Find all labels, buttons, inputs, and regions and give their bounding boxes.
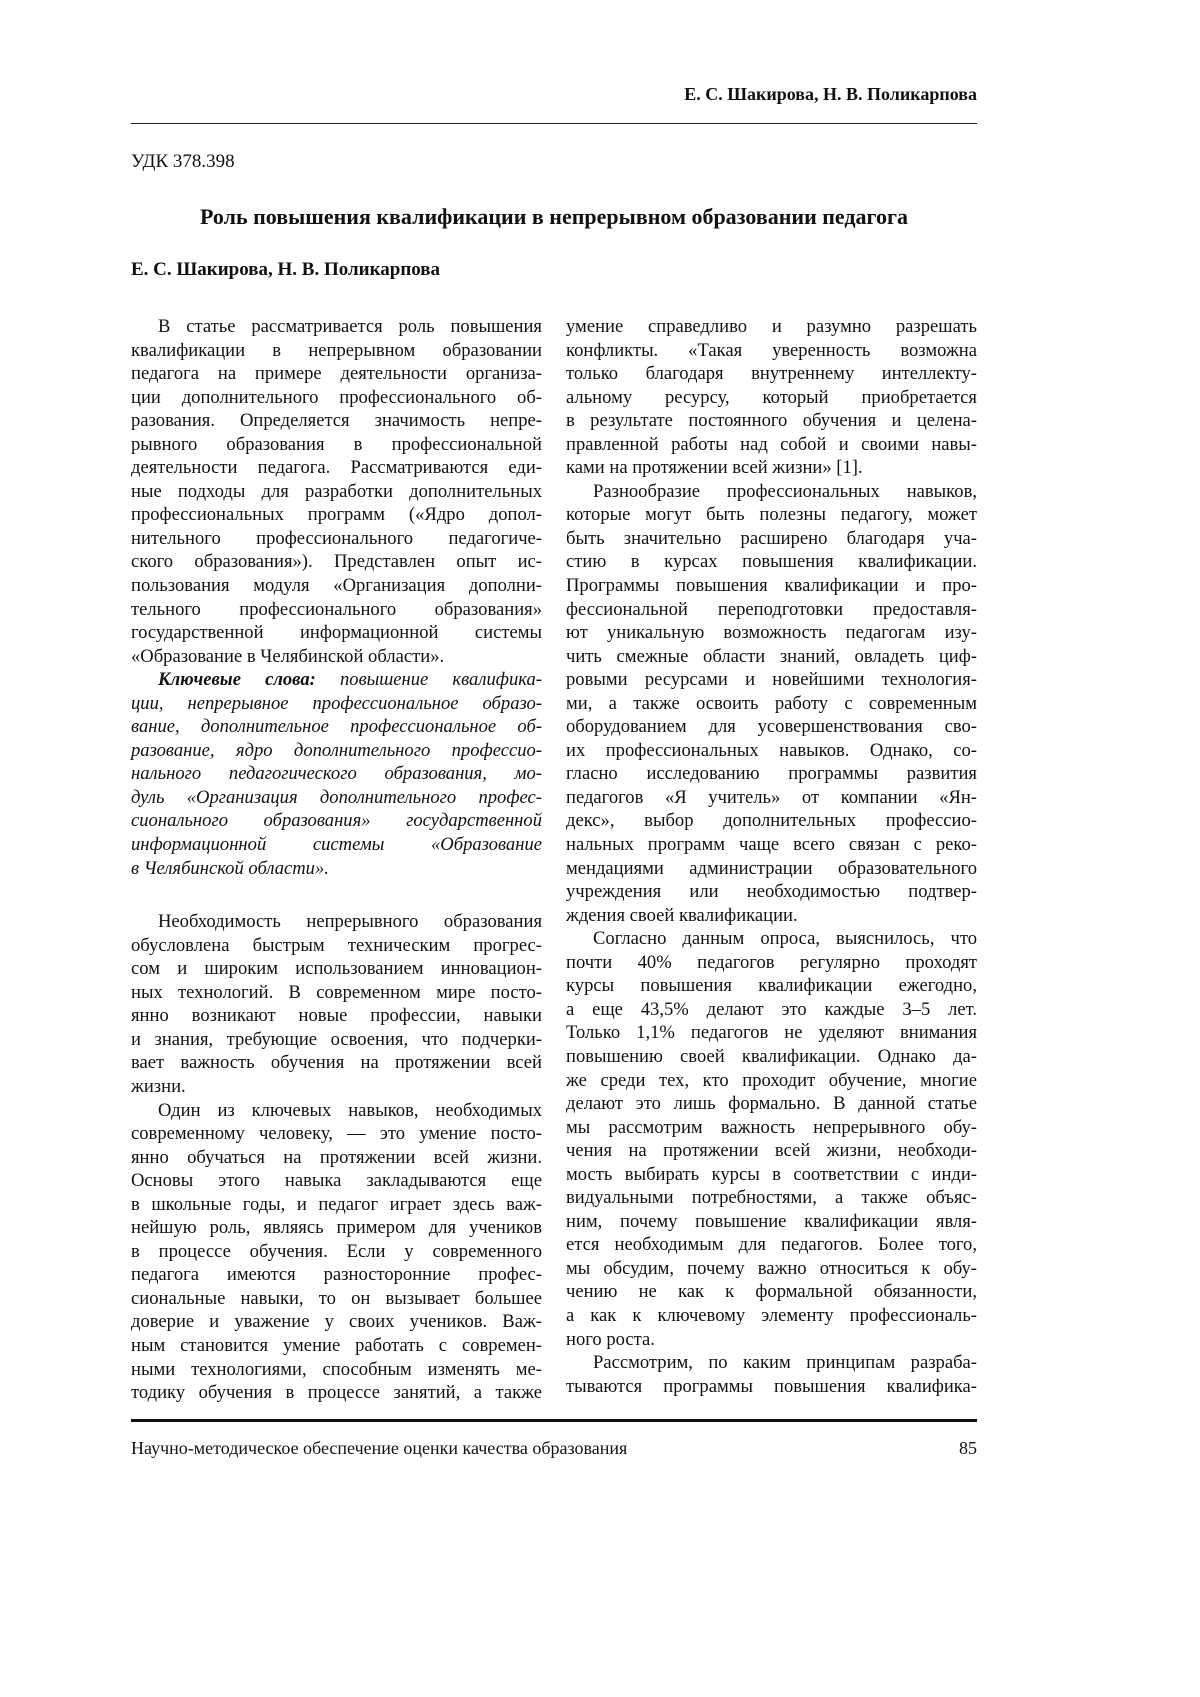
keywords-label: Ключевые слова: (158, 669, 316, 690)
text-line: мендациями администрации образовательного (566, 857, 977, 881)
paragraph (566, 1351, 977, 1398)
text-line: пользования модуля «Организация дополни- (131, 574, 542, 598)
text-line: правленной работы над собой и своими навы- (566, 433, 977, 457)
paragraph (566, 480, 977, 927)
text-line: вание, дополнительное профессиональное об- (131, 715, 542, 739)
right-body-text (566, 315, 977, 1398)
text-line: нительного профессионального педагогиче- (131, 527, 542, 551)
left-body-text (131, 910, 542, 1404)
text-line: «Образование в Челябинской области». (131, 645, 542, 669)
keywords (131, 668, 542, 880)
text-line: же среди тех, кто проходит обучение, многие (566, 1069, 977, 1093)
text-line: умение справедливо и разумно разрешать (566, 315, 977, 339)
text-line: стию в курсах повышения квалификации. (566, 550, 977, 574)
keywords-text: повышение квалифика- (316, 669, 542, 690)
text-line: разования. Определяется значимость непре- (131, 409, 542, 433)
text-line: доверие и уважение у своих учеников. Важ- (131, 1310, 542, 1334)
page-footer (131, 1438, 977, 1459)
text-line: учреждения или необходимостью подтвер- (566, 880, 977, 904)
text-line: педагога на примере деятельности организа- (131, 362, 542, 386)
text-line: разование, ядро дополнительного профессио- (131, 739, 542, 763)
text-line: нальных программ чаще всего связан с реко- (566, 833, 977, 857)
text-line: государственной информационной системы (131, 621, 542, 645)
text-line: делают это лишь формально. В данной статье (566, 1092, 977, 1116)
paragraph (131, 910, 542, 1098)
text-line: декс», выбор дополнительных профессио- (566, 809, 977, 833)
text-line: янно обучаться на протяжении всей жизни. (131, 1146, 542, 1170)
page-number: 85 (959, 1438, 977, 1459)
paragraph (131, 1099, 542, 1405)
text-line: нального педагогического образования, мо- (131, 762, 542, 786)
text-line: жизни. (131, 1075, 542, 1099)
text-line (131, 668, 542, 692)
paragraph (566, 927, 977, 1351)
text-line: педагога имеются разносторонние профес- (131, 1263, 542, 1287)
text-line: и знания, требующие освоения, что подчерки- (131, 1028, 542, 1052)
journal-name: Научно-методическое обеспечение оценки качества образования (131, 1438, 627, 1459)
text-line: Рассмотрим, по каким принципам разраба- (566, 1351, 977, 1375)
text-line: мы обсудим, почему важно относиться к обу- (566, 1257, 977, 1281)
text-line: ции, непрерывное профессиональное образо- (131, 692, 542, 716)
text-line: Разнообразие профессиональных навыков, (566, 480, 977, 504)
text-line: а как к ключевому элементу профессиональ- (566, 1304, 977, 1328)
text-line: сиональные навыки, то он вызывает большее (131, 1287, 542, 1311)
text-line: ми, а также освоить работу с современным (566, 692, 977, 716)
article-authors: Е. С. Шакирова, Н. В. Поликарпова (131, 259, 440, 281)
text-line: ждения своей квалификации. (566, 904, 977, 928)
text-line: ные подходы для разработки дополнительных (131, 480, 542, 504)
text-line: альному ресурсу, который приобретается (566, 386, 977, 410)
text-line: Согласно данным опроса, выяснилось, что (566, 927, 977, 951)
text-line: ции дополнительного профессионального об- (131, 386, 542, 410)
text-line: чению не как к формальной обязанности, (566, 1280, 977, 1304)
text-line: ного роста. (566, 1328, 977, 1352)
text-line: нейшую роль, являясь примером для учеников (131, 1216, 542, 1240)
text-line: ют уникальную возможность педагогам изу- (566, 621, 977, 645)
running-header: Е. С. Шакирова, Н. В. Поликарпова (684, 84, 977, 105)
text-line: В статье рассматривается роль повышения (131, 315, 542, 339)
text-line: ского образования»). Представлен опыт ис- (131, 550, 542, 574)
text-line: тываются программы повышения квалифика- (566, 1375, 977, 1399)
text-line: ется необходимым для педагогов. Более того, (566, 1233, 977, 1257)
left-column (131, 315, 542, 1405)
text-line: сионального образования» государственной (131, 809, 542, 833)
text-line: видуальными потребностями, а также объяс- (566, 1186, 977, 1210)
text-line: почти 40% педагогов регулярно проходят (566, 951, 977, 975)
paragraph (566, 315, 977, 480)
udk-code: УДК 378.398 (131, 151, 235, 173)
text-line: курсы повышения квалификации ежегодно, (566, 974, 977, 998)
text-line: а еще 43,5% делают это каждые 3–5 лет. (566, 998, 977, 1022)
text-line: рывного образования в профессиональной (131, 433, 542, 457)
text-line: тельного профессионального образования» (131, 598, 542, 622)
text-line: мы рассмотрим важность непрерывного обу- (566, 1116, 977, 1140)
text-line: янно возникают новые профессии, навыки (131, 1004, 542, 1028)
text-line: информационной системы «Образование (131, 833, 542, 857)
section-gap (131, 880, 542, 910)
text-line: Основы этого навыка закладываются еще (131, 1169, 542, 1193)
text-line: тодику обучения в процессе занятий, а также (131, 1381, 542, 1405)
text-line: квалификации в непрерывном образовании (131, 339, 542, 363)
text-line: чить смежные области знаний, овладеть циф- (566, 645, 977, 669)
text-line: повышению своей квалификации. Однако да- (566, 1045, 977, 1069)
text-line: фессиональной переподготовки предоставля- (566, 598, 977, 622)
text-line: в школьные годы, и педагог играет здесь важ- (131, 1193, 542, 1217)
text-line: ными технологиями, способным изменять ме- (131, 1358, 542, 1382)
text-line: их профессиональных навыков. Однако, со- (566, 739, 977, 763)
footer-rule (131, 1419, 977, 1422)
text-line: обусловлена быстрым техническим прогрес- (131, 934, 542, 958)
text-line: сом и широким использованием инновацион- (131, 957, 542, 981)
text-line: Программы повышения квалификации и про- (566, 574, 977, 598)
paragraph (131, 315, 542, 668)
text-line: которые могут быть полезны педагогу, может (566, 503, 977, 527)
abstract (131, 315, 542, 668)
text-line: профессиональных программ («Ядро допол- (131, 503, 542, 527)
text-line: ных технологий. В современном мире посто- (131, 981, 542, 1005)
text-line: деятельности педагога. Рассматриваются еди- (131, 456, 542, 480)
text-line: Необходимость непрерывного образования (131, 910, 542, 934)
text-line: в результате постоянного обучения и целена- (566, 409, 977, 433)
text-line: гласно исследованию программы развития (566, 762, 977, 786)
text-line: быть значительно расширено благодаря уча- (566, 527, 977, 551)
text-line: конфликты. «Такая уверенность возможна (566, 339, 977, 363)
text-line: Один из ключевых навыков, необходимых (131, 1099, 542, 1123)
text-line: ками на протяжении всей жизни» [1]. (566, 456, 977, 480)
text-line: вает важность обучения на протяжении всей (131, 1051, 542, 1075)
text-line: ровыми ресурсами и новейшими технология- (566, 668, 977, 692)
text-line: в Челябинской области». (131, 857, 542, 881)
text-line: мость выбирать курсы в соответствии с инди- (566, 1163, 977, 1187)
header-rule (131, 123, 977, 124)
text-line: ним, почему повышение квалификации явля- (566, 1210, 977, 1234)
text-line: в процессе обучения. Если у современного (131, 1240, 542, 1264)
text-line: Только 1,1% педагогов не уделяют внимания (566, 1021, 977, 1045)
text-line: чения на протяжении всей жизни, необходи- (566, 1139, 977, 1163)
text-line: дуль «Организация дополнительного профес- (131, 786, 542, 810)
text-line: только благодаря внутреннему интеллекту- (566, 362, 977, 386)
text-line: ным становится умение работать с современ- (131, 1334, 542, 1358)
right-column (566, 315, 977, 1398)
text-line: оборудованием для усовершенствования сво- (566, 715, 977, 739)
text-line: современному человеку, — это умение посто- (131, 1122, 542, 1146)
article-title: Роль повышения квалификации в непрерывном образовании педагога (131, 204, 977, 230)
text-line: педагогов «Я учитель» от компании «Ян- (566, 786, 977, 810)
